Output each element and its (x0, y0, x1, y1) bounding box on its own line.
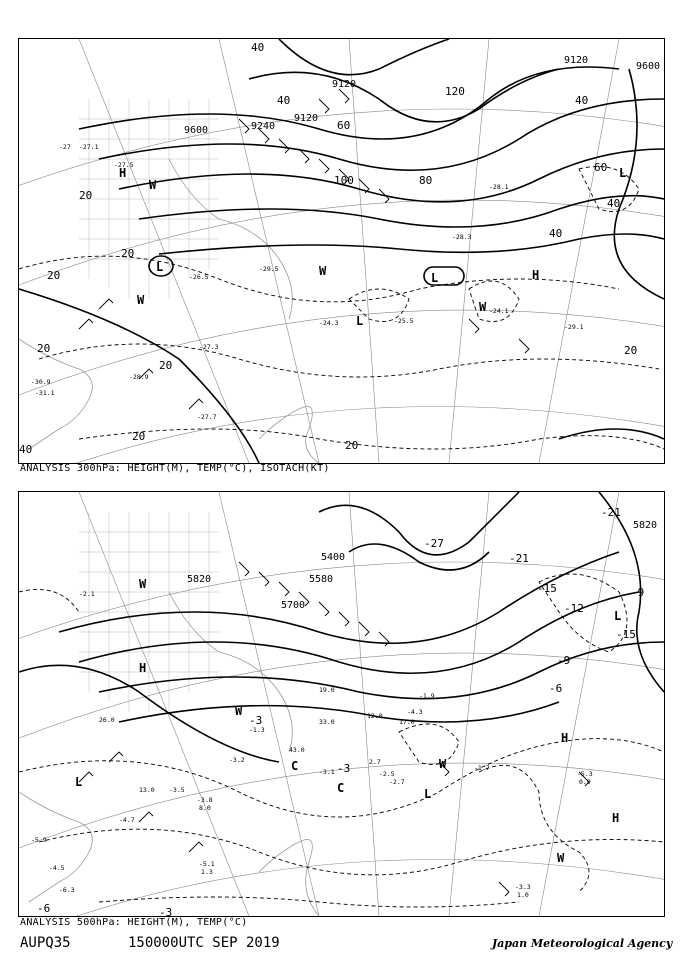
temperature-plot-group (31, 143, 584, 421)
station-dewpoint: 0.9 (579, 778, 591, 786)
high-center-marker: H (532, 268, 540, 282)
isotherm-label: -15 (616, 628, 636, 641)
caption-300hpa: ANALYSIS 300hPa: HEIGHT(M), TEMP(°C), ISOTACH(KT) (20, 463, 330, 474)
station-temp: -3.3 (515, 883, 531, 891)
station-temp: -28.1 (489, 183, 509, 191)
caption-500hpa: ANALYSIS 500hPa: HEIGHT(M), TEMP(°C) (20, 917, 248, 928)
isotach-label: 40 (575, 94, 589, 107)
station-temp: -27.7 (197, 413, 217, 421)
cold-center-marker: C (337, 781, 345, 795)
warm-center-marker: W (149, 178, 157, 192)
station-temp: -30.9 (31, 378, 51, 386)
high-center-marker: H (119, 166, 127, 180)
isotach-label: 60 (594, 161, 608, 174)
low-center-marker: L (614, 609, 622, 623)
station-dewpoint: 8.0 (199, 804, 211, 812)
pressure-center-group (75, 577, 621, 865)
station-temp: -3.1 (319, 768, 335, 776)
station-temp: -28.3 (452, 233, 472, 241)
isotherm-label: -3 (249, 714, 263, 727)
station-temp: -1.3 (249, 726, 265, 734)
height-label: 9120 (564, 55, 589, 66)
map-500hpa-canvas (19, 492, 664, 916)
station-temp: -28.9 (129, 373, 149, 381)
warm-center-marker: W (557, 851, 565, 865)
isotach-label: 20 (159, 359, 173, 372)
warm-center-marker: W (319, 264, 327, 278)
isotach-label: 80 (419, 174, 433, 187)
isotherm-label: -21 (601, 506, 621, 519)
station-temp: -5.1 (199, 860, 215, 868)
station-temp: -3.2 (229, 756, 245, 764)
low-center-marker: L (356, 314, 364, 328)
station-temp: -4.5 (49, 864, 65, 872)
station-temp: -2.7 (389, 778, 405, 786)
station-temp: -3.8 (197, 796, 213, 804)
station-temp: -2.5 (379, 770, 395, 778)
height-contours (19, 492, 664, 762)
low-center-marker: L (75, 775, 83, 789)
station-temp: -2.1 (79, 590, 95, 598)
station-temp: -26.5 (189, 273, 209, 281)
isotach-label: 20 (132, 430, 146, 443)
station-dewpoint: 19.0 (319, 686, 335, 694)
isotherm-label: -9 (557, 654, 571, 667)
station-temp: -3.5 (169, 786, 185, 794)
warm-center-marker: W (139, 577, 147, 591)
station-temp: -27 (59, 143, 71, 151)
warm-center-marker: W (235, 704, 243, 718)
isotach-label: 20 (121, 247, 135, 260)
station-temp: -31.1 (35, 389, 55, 397)
warm-center-marker: W (479, 300, 487, 314)
low-center-marker: L (156, 260, 164, 274)
height-label: 9240 (251, 121, 276, 132)
isotach-label: 120 (445, 85, 465, 98)
height-contours (19, 39, 664, 463)
station-temp: -6.3 (59, 886, 75, 894)
station-dewpoint: 1.3 (201, 868, 213, 876)
station-temp: -27.1 (79, 143, 99, 151)
isotach-label: 40 (277, 94, 291, 107)
map-panel-500hpa (18, 491, 665, 917)
isotach-label: 40 (549, 227, 563, 240)
graticule (19, 39, 664, 463)
map-panel-300hpa (18, 38, 665, 464)
station-temp: -29.5 (259, 265, 279, 273)
product-id: AUPQ35 (20, 935, 71, 951)
isotach-label: 20 (345, 439, 359, 452)
station-temp: -29.1 (564, 323, 584, 331)
isotach-label: 20 (624, 344, 638, 357)
height-label: 5400 (321, 552, 346, 563)
station-dewpoint: 13.0 (139, 786, 155, 794)
station-temp: -4.3 (407, 708, 423, 716)
station-dewpoint: 43.0 (289, 746, 305, 754)
station-temp: -24.3 (319, 319, 339, 327)
height-label: 5820 (633, 520, 658, 531)
height-label: 5580 (309, 574, 334, 585)
station-temp: -4.7 (119, 816, 135, 824)
isotach-label: 40 (607, 197, 621, 210)
valid-time: 150000UTC SEP 2019 (128, 935, 280, 951)
high-center-marker: H (139, 661, 147, 675)
station-temp: -25.5 (394, 317, 414, 325)
isotach-label: 100 (334, 174, 354, 187)
height-label-group (187, 520, 657, 611)
closed-low-contour-east (424, 267, 464, 285)
station-dewpoint: 12.0 (367, 712, 383, 720)
isotach-label-group (19, 41, 637, 456)
isotherm-label: -15 (537, 582, 557, 595)
isotherm-label: -12 (564, 602, 584, 615)
height-label: 9600 (636, 61, 661, 72)
height-label: 9120 (294, 113, 319, 124)
isotherm-label: -21 (509, 552, 529, 565)
isotach-label: 20 (37, 342, 51, 355)
station-temp: -1.7 (474, 764, 490, 772)
station-dewpoint: 17.0 (399, 718, 415, 726)
isotherm-label: -6 (549, 682, 563, 695)
low-center-marker: L (431, 271, 439, 285)
isotachs (19, 167, 664, 450)
warm-center-marker: W (137, 293, 145, 307)
isotherm-label: -27 (424, 537, 444, 550)
height-label: 5820 (187, 574, 212, 585)
isotach-label: 40 (251, 41, 265, 54)
station-dewpoint: 33.0 (319, 718, 335, 726)
station-dewpoint: 2.7 (369, 758, 381, 766)
isotherm-label: -3 (337, 762, 351, 775)
station-dewpoint: 26.0 (99, 716, 115, 724)
warm-center-marker: W (439, 757, 447, 771)
low-center-marker: L (424, 787, 432, 801)
station-temp: -5.9 (31, 836, 47, 844)
height-label: 9600 (184, 125, 209, 136)
station-dewpoint: 1.0 (517, 891, 529, 899)
isotach-label: 60 (337, 119, 351, 132)
isotach-label: 20 (47, 269, 61, 282)
isotherm-label: -3 (159, 906, 173, 916)
high-center-marker: H (612, 811, 620, 825)
station-temp: -5.3 (577, 770, 593, 778)
map-300hpa-canvas (19, 39, 664, 463)
wind-barbs (79, 89, 529, 409)
low-center-marker: L (619, 166, 627, 180)
station-temp: -27.3 (199, 343, 219, 351)
isotach-label: 20 (79, 189, 93, 202)
agency-credit: Japan Meteorological Agency (492, 937, 673, 950)
station-temp: -27.5 (114, 161, 134, 169)
height-label: 9120 (332, 79, 357, 90)
high-center-marker: H (561, 731, 569, 745)
isotherm-label: -6 (37, 902, 51, 915)
station-temp: -24.1 (489, 307, 509, 315)
station-temp: -1.9 (419, 692, 435, 700)
height-label: 5700 (281, 600, 306, 611)
isotherm-label: -9 (631, 586, 645, 599)
cold-center-marker: C (291, 759, 299, 773)
isotach-label: 40 (19, 443, 33, 456)
